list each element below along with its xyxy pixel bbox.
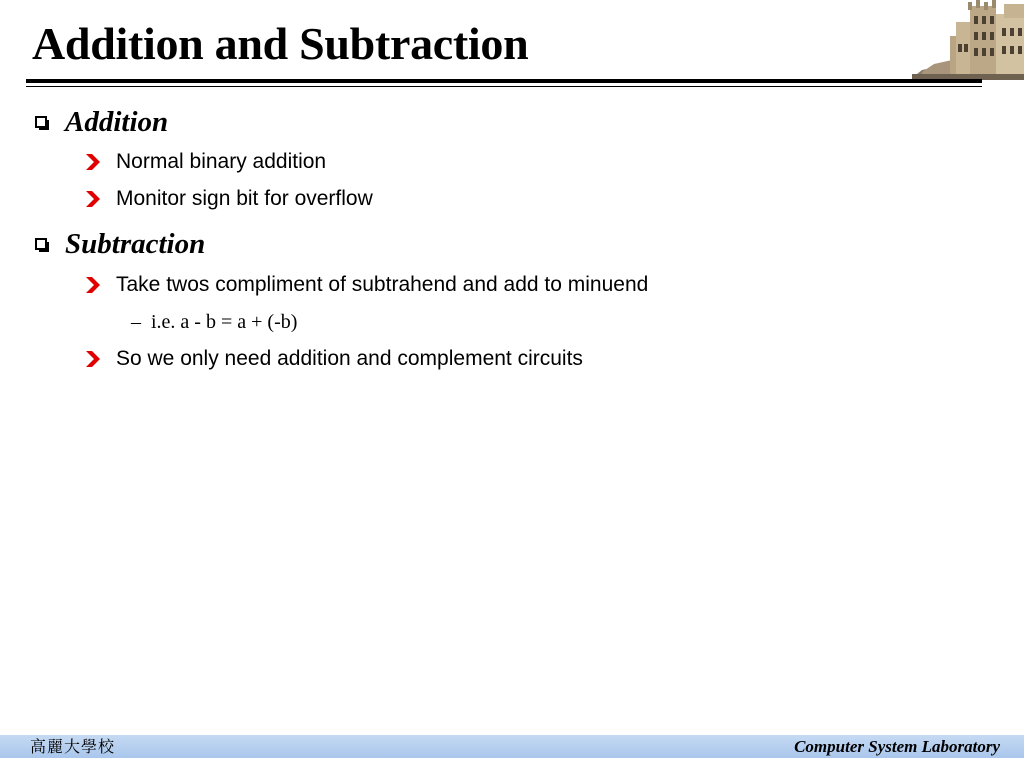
bullet-heading: Subtraction [65,227,206,260]
sub-bullet-text: Take twos compliment of subtrahend and add to minuend [116,273,649,296]
sub-sub-bullet-text: i.e. a - b = a + (-b) [151,310,298,333]
sub-bullet-text: Monitor sign bit for overflow [116,187,373,210]
sub-sub-bullet-example [131,309,297,335]
sub-bullet-addition-complement-circuits [86,345,583,373]
slide-title: Addition and Subtraction [32,18,529,69]
red-arrowhead-bullet-icon [86,154,100,170]
red-arrowhead-bullet-icon [86,191,100,207]
footer-lab-name: Computer System Laboratory [794,737,1000,756]
hollow-square-bullet-icon [35,238,47,250]
bullet-subtraction [35,224,205,264]
red-arrowhead-bullet-icon [86,351,100,367]
bullet-heading: Addition [65,105,169,138]
sub-bullet-normal-binary-addition [86,148,326,176]
footer-bar [0,735,1024,758]
dash-bullet-icon: – [131,310,141,333]
footer-university-name: 高麗大學校 [30,737,116,756]
sub-bullet-text: So we only need addition and complement circuits [116,347,583,370]
sub-bullet-text: Normal binary addition [116,150,327,173]
hollow-square-bullet-icon [35,116,47,128]
red-arrowhead-bullet-icon [86,277,100,293]
bullet-addition [35,102,168,142]
sub-bullet-monitor-sign-bit [86,185,373,213]
sub-bullet-twos-complement [86,271,648,299]
